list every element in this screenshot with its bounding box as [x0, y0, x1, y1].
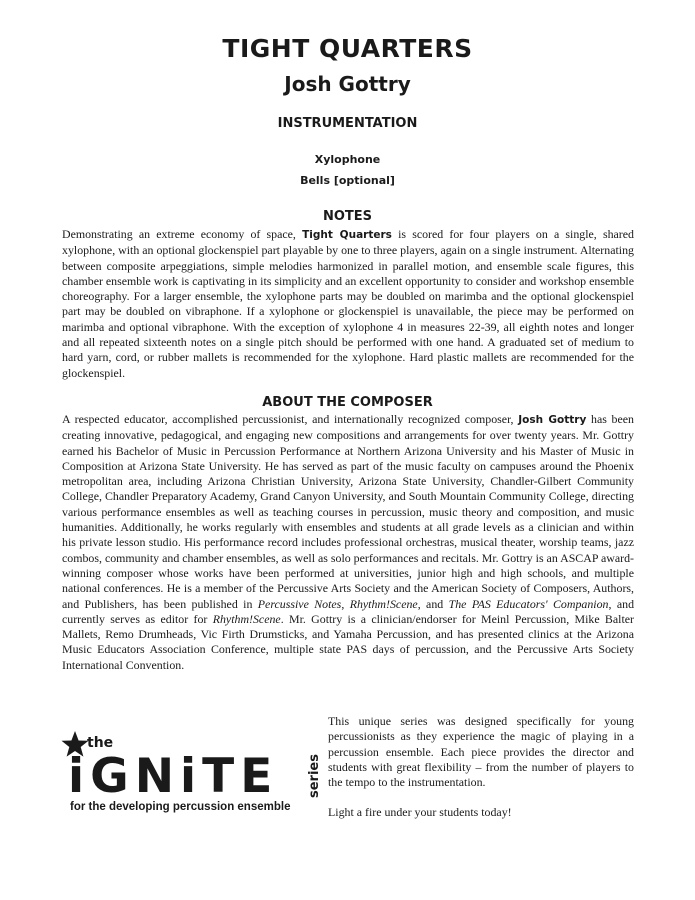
- instrument-item: Bells [optional]: [300, 174, 395, 187]
- notes-text: Demonstrating an extreme economy of space,: [62, 227, 303, 241]
- notes-text: is scored for four players on a single, shared xylophone, with an optional glockenspiel part playable by one to three players, again on a single instrument. Alternating between composite arpeggiations, simple melodies harmonized in parallel motion, and ensemble scale figures, this chamber ensemble work is captivating in its simplicity and an excellent opportunity to consider and workshop ensemble choreography. For a larger ensemble, the xylophone parts may be doubled on marimba and the optional glockenspiel part may be doubled on vibraphone. If a xylophone or glockenspiel is unavailable, the piece may be performed on marimba and optional vibraphone. With the exception of xylophone 4 in measures 22-39, all eighth notes and longer and all repeated sixteenth notes on a single pitch should be performed with one hand. A graduated set of medium to hard yarn, cord, or rubber mallets is recommended for the xylophone. Hard plastic mallets are recommended for the glockenspiel.: [62, 227, 634, 380]
- series-tagline: Light a fire under your students today!: [328, 805, 512, 819]
- page-title: TIGHT QUARTERS: [222, 34, 473, 63]
- ignite-series-logo: [60, 728, 322, 814]
- about-text: ,: [341, 596, 350, 611]
- notes-heading: NOTES: [322, 209, 373, 224]
- composer-name-ref: Josh Gottry: [518, 414, 587, 426]
- composer-name: Josh Gottry: [284, 72, 411, 96]
- logo-tagline: for the developing percussion ensemble: [70, 801, 291, 813]
- about-text: . Mr. Gottry is a clinician/endorser for Meinl Percussion, Mike Balter Mallets, Remo Drumheads, Vic Firth Drumsticks, and Yamaha Percussion, and has presented clinics at the Arizona Music Educators Association Conference, multiple state PAS days of percussion, and the Percussive Arts Society International Convention.: [62, 611, 634, 672]
- instrument-item: Xylophone: [314, 153, 381, 166]
- piece-title-ref: Tight Quarters: [302, 229, 392, 241]
- about-text: , and currently serves as editor for: [62, 596, 635, 626]
- about-heading: ABOUT THE COMPOSER: [262, 395, 433, 410]
- about-paragraph: [62, 412, 634, 673]
- about-text: , and: [417, 596, 449, 611]
- series-description: This unique series was designed specifically for young percussionists as they experience the magic of playing in a percussion ensemble. Each piece provides the director and students with great flexibility – from the number of players to the tempo to the instrumentation.: [328, 714, 634, 790]
- notes-paragraph: [62, 227, 634, 381]
- logo-series: series: [307, 754, 322, 798]
- instrumentation-heading: INSTRUMENTATION: [277, 116, 418, 131]
- publication-title: Percussive Notes: [257, 596, 342, 611]
- publication-title: Rhythm!Scene: [349, 596, 418, 611]
- about-text: A respected educator, accomplished percussionist, and internationally recognized composer,: [62, 412, 519, 426]
- logo-the: the: [87, 735, 114, 751]
- publication-title: The PAS Educators' Companion: [448, 596, 609, 611]
- logo-wordmark: iGNiTE: [68, 749, 279, 804]
- instrumentation-list: [0, 149, 695, 191]
- publication-title: Rhythm!Scene: [212, 611, 281, 626]
- about-text: has been creating innovative, pedagogical, and engaging new compositions and arrangements for over twenty years. Mr. Gottry earned his Bachelor of Music in Percussion Performance at Northern Arizona University and his Master of Music in Composition at Arizona State University. He has served as part of the music faculty on campuses around the Phoenix metropolitan area, including Arizona Christian University, Arizona State University, Chandler-Gilbert Community College, Chandler Preparatory Academy, Grand Canyon University, and South Mountain Community College, directing various performance ensembles as well as teaching courses in percussion, music theory and composition, and music humanities. Additionally, he works regularly with ensembles and students at all grade levels as a clinician and within his private lesson studio. His performance record includes professional orchestras, musical theater, worship teams, jazz combos, community and chamber ensembles, as well as solo performances and recitals. Mr. Gottry is an ASCAP award-winning composer whose works have been performed at universities, junior high and high schools, and multiple national conferences. He is a member of the Percussive Arts Society and the American Society of Composers, Authors, and Publishers, has been published in: [62, 412, 634, 611]
